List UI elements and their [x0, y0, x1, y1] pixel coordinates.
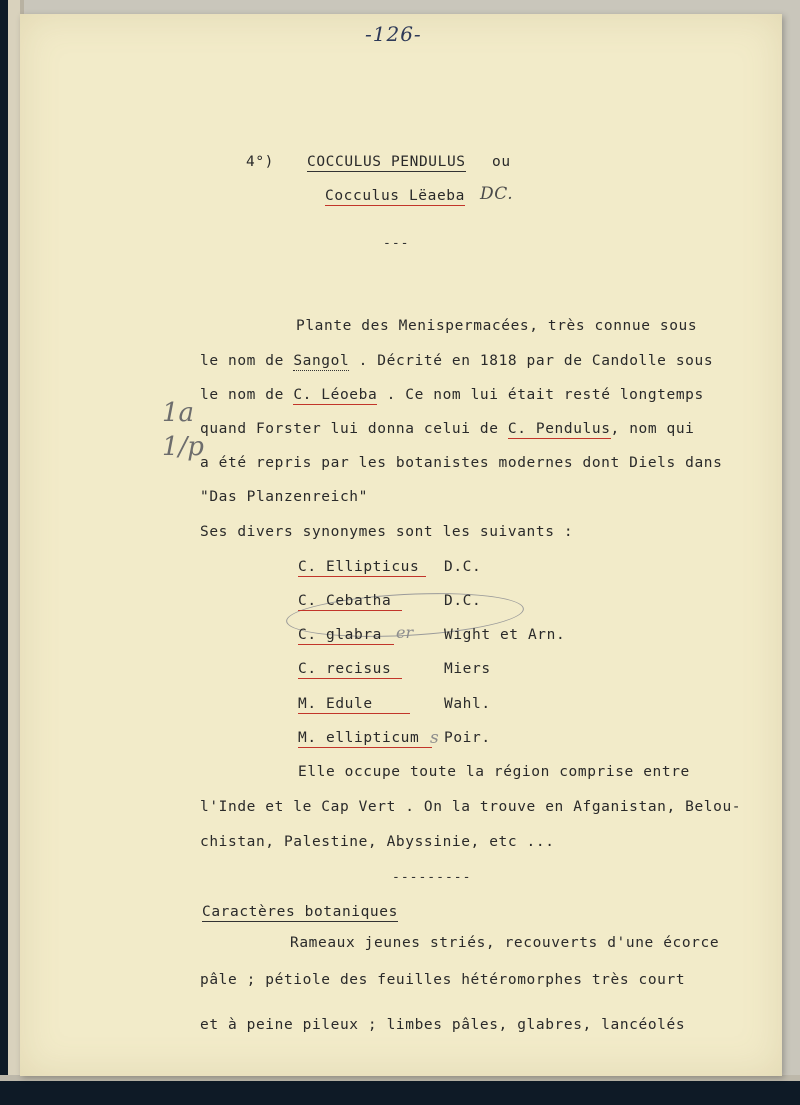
heading-number: 4°) — [246, 154, 274, 170]
synonym-2-name — [298, 593, 402, 611]
synonym-3-name — [298, 627, 394, 645]
ellipticum-annotation: s — [430, 728, 439, 748]
intro-line-4 — [200, 421, 695, 437]
synonym-3-genus: C. — [298, 627, 317, 643]
section-line-1: Rameaux jeunes striés, recouverts d'une écorce — [290, 935, 720, 951]
synonym-6-author: Poir. — [444, 730, 491, 746]
distribution-line-1: Elle occupe toute la région comprise entre — [298, 764, 690, 780]
glabra-annotation: er — [396, 623, 414, 642]
intro-line-7: Ses divers synonymes sont les suivants : — [200, 524, 574, 540]
synonym-5-genus: M. — [298, 696, 317, 712]
synonym-6-species: ellipticum — [326, 730, 420, 746]
heading-rule: --- — [383, 236, 410, 251]
margin-note-line-1: 1a — [162, 398, 195, 428]
sangol-name: Sangol — [293, 353, 350, 369]
synonym-2-genus: C. — [298, 593, 317, 609]
distribution-line-2: l'Inde et le Cap Vert . On la trouve en Afganistan, Belou- — [200, 799, 742, 815]
intro-line-2 — [200, 353, 713, 369]
leoeba-name: C. Léoeba — [293, 387, 378, 403]
intro-line-3-suffix: . Ce nom lui était resté longtemps — [377, 387, 704, 403]
section-line-3: et à peine pileux ; limbes pâles, glabres, lancéolés — [200, 1017, 686, 1033]
synonym-1-name — [298, 559, 426, 577]
section-separator: --------- — [392, 870, 472, 885]
synonym-4-author: Miers — [444, 661, 491, 677]
pendulus-name: C. Pendulus — [507, 421, 611, 437]
intro-line-4-suffix: , nom qui — [610, 421, 695, 437]
synonym-1-genus: C. — [298, 559, 317, 575]
heading-title: COCCULUS PENDULUS — [307, 154, 466, 170]
heading-or: ou — [492, 154, 511, 170]
intro-line-5: a été repris par les botanistes modernes dont Diels dans — [200, 455, 723, 471]
synonym-4-species: recisus — [326, 661, 392, 677]
heading-alt-name — [325, 188, 465, 204]
synonym-1-species: Ellipticus — [326, 559, 420, 575]
synonym-3-species: glabra — [326, 627, 382, 643]
page-number: -126- — [365, 22, 422, 46]
section-title: Caractères botaniques — [202, 904, 398, 920]
intro-line-2-prefix: le nom de — [200, 353, 294, 369]
synonym-5-name — [298, 696, 410, 714]
section-line-2: pâle ; pétiole des feuilles hétéromorphes très court — [200, 972, 686, 988]
synonym-4-genus: C. — [298, 661, 317, 677]
synonym-1-author: D.C. — [444, 559, 482, 575]
intro-line-3-prefix: le nom de — [200, 387, 294, 403]
synonym-5-species: Edule — [326, 696, 373, 712]
intro-line-4-prefix: quand Forster lui donna celui de — [200, 421, 508, 437]
synonym-3-author: Wight et Arn. — [444, 627, 566, 643]
synonym-2-species: Cebatha — [326, 593, 392, 609]
intro-line-3 — [200, 387, 704, 403]
margin-note — [162, 396, 204, 464]
synonym-4-name — [298, 661, 402, 679]
margin-note-line-2: 1/p — [162, 432, 204, 462]
distribution-line-3: chistan, Palestine, Abyssinie, etc ... — [200, 834, 555, 850]
intro-line-2-suffix: . Décrité en 1818 par de Candolle sous — [349, 353, 714, 369]
synonym-5-author: Wahl. — [444, 696, 491, 712]
scan-bottom-edge — [0, 1075, 800, 1105]
intro-line-1: Plante des Menispermacées, très connue sous — [296, 318, 698, 334]
synonym-2-author: D.C. — [444, 593, 482, 609]
synonym-6-genus: M. — [298, 730, 317, 746]
synonym-6-name — [298, 730, 432, 748]
document-page — [20, 14, 782, 1076]
alt-name-text: Cocculus Lëaeba — [325, 188, 465, 204]
heading-authority: DC. — [480, 184, 514, 204]
intro-line-6: "Das Planzenreich" — [200, 489, 368, 505]
